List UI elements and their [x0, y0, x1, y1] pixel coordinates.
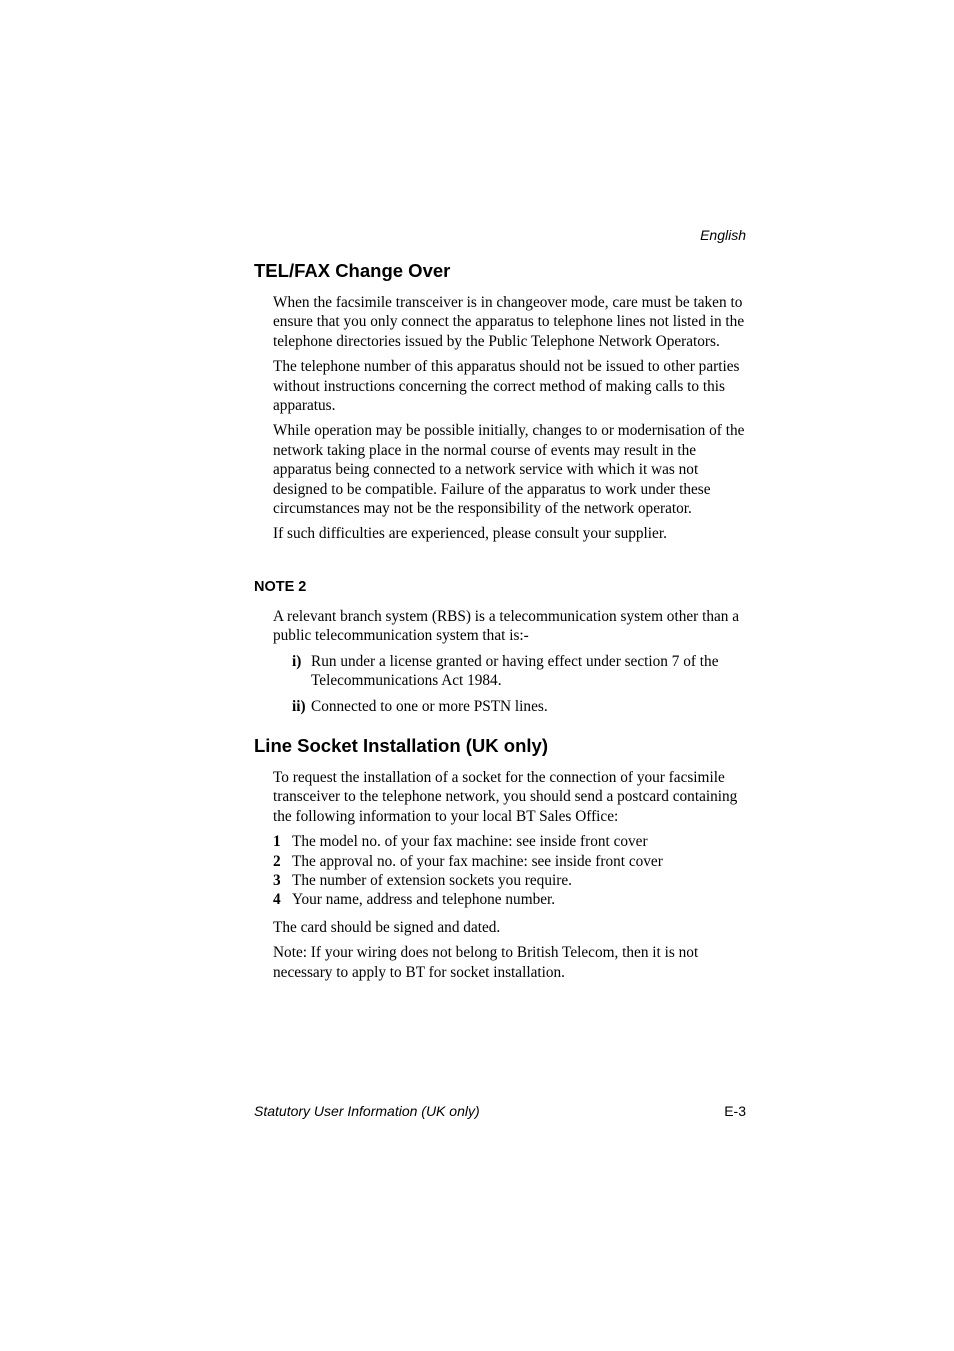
paragraph: The telephone number of this apparatus should not be issued to other parties without instructions concerning the correct method of making calls to this apparatus. — [273, 358, 740, 415]
list-number: 2 — [273, 852, 281, 870]
list-number: 1 — [273, 833, 281, 851]
paragraph: When the facsimile transceiver is in changeover mode, care must be taken to ensure that you only connect the apparatus to telephone lines not listed in the telephone directories issued by the Public Telephone Network Operators. — [273, 294, 745, 350]
list-marker: ii) — [292, 697, 306, 715]
paragraph: A relevant branch system (RBS) is a telecommunication system other than a public telecommunication system that is:- — [273, 608, 740, 645]
section-body-telfax — [273, 293, 745, 550]
section-title-socket: Line Socket Installation (UK only) — [254, 735, 548, 756]
page-number: E-3 — [724, 1103, 746, 1119]
list-number: 4 — [273, 891, 281, 909]
paragraph: The card should be signed and dated. — [273, 918, 501, 936]
list-item-text: Run under a license granted or having effect under section 7 of the Telecommunications Act 1984. — [311, 652, 719, 690]
list-item — [273, 832, 745, 851]
list-item-text: The number of extension sockets you require. — [292, 872, 572, 890]
paragraph: While operation may be possible initially, changes to or modernisation of the network taking place in the normal course of events may result in the apparatus being connected to a network service with which it was not designed to be compatible. Failure of the apparatus to work under these circumstances may not be the responsibility of the network operator. — [273, 422, 745, 518]
list-item-text: Your name, address and telephone number. — [292, 891, 556, 909]
list-item — [273, 871, 745, 890]
list-marker: i) — [292, 652, 302, 670]
list-item — [273, 697, 745, 716]
numbered-list — [273, 832, 745, 910]
running-header-language: English — [700, 227, 746, 243]
list-item — [273, 652, 745, 691]
section-title-note2: NOTE 2 — [254, 579, 307, 595]
list-item-text: Connected to one or more PSTN lines. — [311, 697, 548, 715]
paragraph: If such difficulties are experienced, please consult your supplier. — [273, 525, 667, 543]
section-title-telfax: TEL/FAX Change Over — [254, 260, 451, 281]
list-item — [273, 890, 745, 909]
section-body-socket — [273, 768, 745, 988]
list-number: 3 — [273, 872, 281, 890]
section-body-note2 — [273, 607, 745, 722]
list-item-text: The model no. of your fax machine: see inside front cover — [292, 833, 648, 851]
paragraph: Note: If your wiring does not belong to British Telecom, then it is not necessary to apply to BT for socket installation. — [273, 944, 699, 981]
list-item — [273, 852, 745, 871]
list-item-text: The approval no. of your fax machine: see inside front cover — [292, 852, 663, 870]
paragraph: To request the installation of a socket for the connection of your facsimile transceiver to the telephone network, you should send a postcard containing the following information to your local BT Sales Office: — [273, 769, 738, 825]
running-footer-title: Statutory User Information (UK only) — [254, 1103, 480, 1119]
